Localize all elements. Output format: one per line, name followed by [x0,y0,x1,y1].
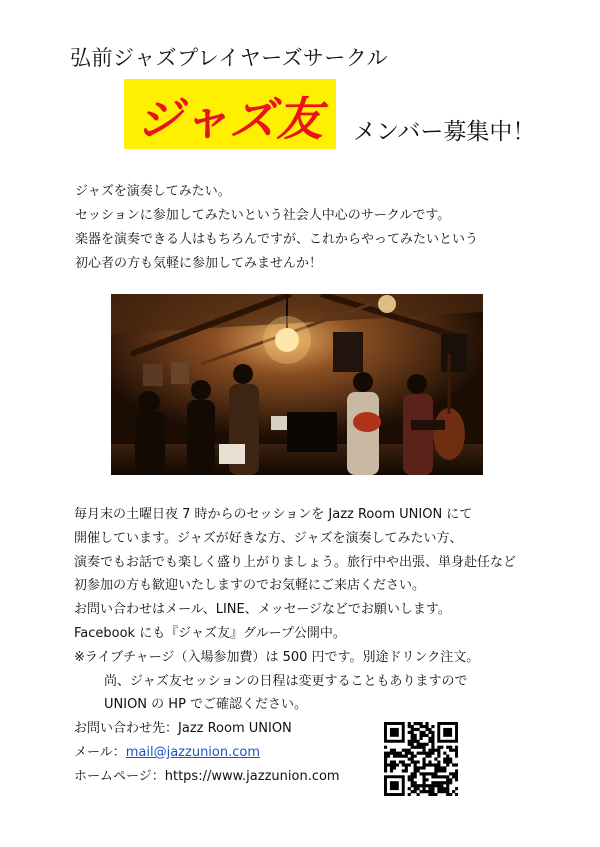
details-line: ※ライブチャージ（入場参加費）は 500 円です。別途ドリンク注文。 [74,649,480,665]
email-link[interactable]: mail@jazzunion.com [125,744,261,760]
inquiry-label: お問い合わせ先： [74,721,179,737]
inquiry-value: Jazz Room UNION [178,721,292,737]
intro-line: 楽器を演奏できる人はもちろんですが、これからやってみたいという [75,232,479,247]
details-line: お問い合わせはメール、LINE、メッセージなどでお願いします。 [74,602,451,618]
banner-title: ジャズ友 [136,92,324,146]
intro-line: ジャズを演奏してみたい。 [75,184,231,199]
details-paragraph [74,503,554,789]
details-line: 初参加の方も歓迎いたしますのでお気軽にご来店ください。 [74,578,426,594]
details-line: 演奏でもお話でも楽しく盛り上がりましょう。旅行中や出張、単身赴任など [74,554,517,570]
mail-label: メール： [74,744,126,760]
recruit-heading: メンバー募集中！ [353,119,536,145]
intro-line: セッションに参加してみたいという社会人中心のサークルです。 [75,208,451,223]
details-line: Facebook にも『ジャズ友』グループ公開中。 [74,625,346,641]
title-banner [124,79,336,149]
circle-name: 弘前ジャズプレイヤーズサークル [70,46,389,70]
homepage-label: ホームページ： [74,768,165,784]
qr-code-icon [384,722,458,796]
schedule-note-line: 尚、ジャズ友セッションの日程は変更することもありますので [104,673,468,689]
details-line: 毎月末の土曜日夜 7 時からのセッションを Jazz Room UNION にて [74,507,473,522]
jazz-session-photo [111,294,483,475]
mail-line [74,741,554,765]
homepage-url: https://www.jazzunion.com [164,768,340,784]
homepage-line [74,765,554,789]
intro-paragraph [75,180,545,276]
schedule-note-line: UNION の HP でご確認ください。 [104,697,308,713]
details-line: 開催しています。ジャズが好きな方、ジャズを演奏してみたい方、 [74,530,463,546]
intro-line: 初心者の方も気軽に参加してみませんか！ [75,256,323,271]
inquiry-line [74,717,554,741]
